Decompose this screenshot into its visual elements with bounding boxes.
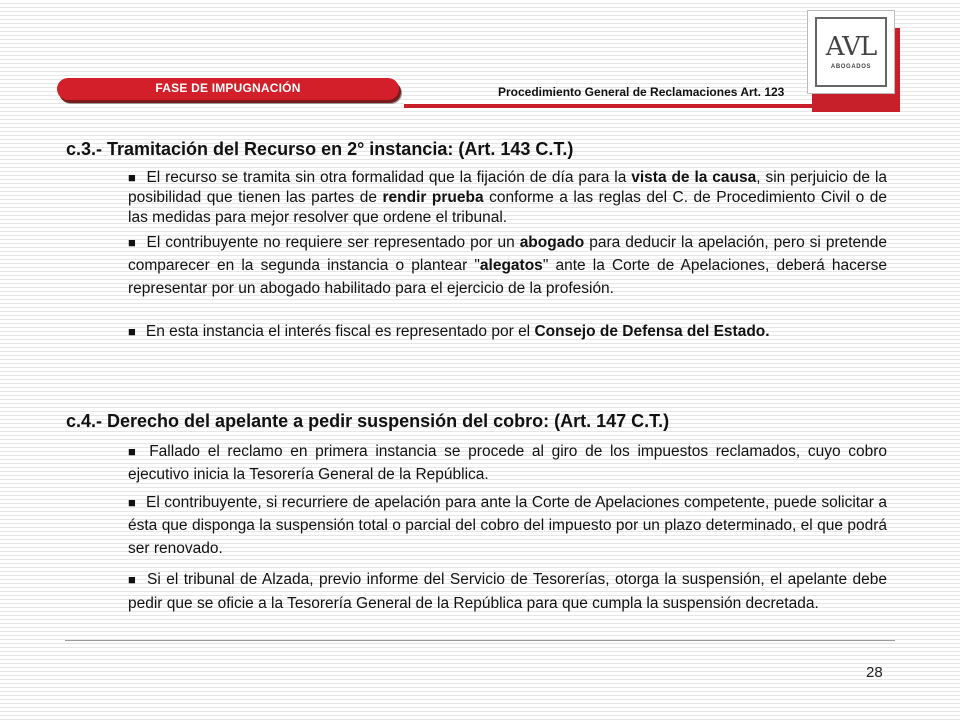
bold-term: alegatos	[479, 257, 543, 274]
paragraph-c3-2	[128, 231, 887, 300]
logo-letters: AVL	[825, 32, 877, 62]
text-run: " ante la Corte de Apelaciones, deberá hacerse representar por un abogado habilitado para el ejercicio de la profesión.	[128, 257, 887, 297]
text-run: para deducir la apelación, pero si pretende comparecer en la segunda instancia o plantear "	[128, 234, 888, 274]
logo-frame	[815, 17, 887, 87]
paragraph-c4-3	[128, 568, 887, 616]
paragraph-c3-3	[128, 320, 887, 343]
procedure-label: Procedimiento General de Reclamaciones Art. 123	[498, 85, 785, 99]
bullet-icon: ■	[128, 495, 137, 510]
text-run: , sin perjuicio de la posibilidad que tienen las partes de	[128, 169, 888, 206]
firm-logo	[807, 10, 895, 94]
bold-term: rendir prueba	[382, 189, 484, 206]
text-run: El contribuyente, si recurriere de apelación para ante la Corte de Apelaciones competente, puede solicitar a ésta que disponga la suspensión total o parcial del cobro del impuesto por un plazo determinado, el que podrá ser renovado.	[128, 494, 887, 557]
bullet-icon: ■	[128, 444, 140, 459]
text-run: El contribuyente no requiere ser representado por un	[146, 234, 520, 251]
bullet-icon: ■	[128, 572, 137, 587]
bullet-icon: ■	[128, 235, 137, 250]
footer-rule	[65, 640, 895, 641]
logo-subtitle: ABOGADOS	[830, 64, 872, 70]
bullet-icon: ■	[128, 324, 136, 339]
bold-term: vista de la causa	[631, 169, 757, 186]
bullet-icon: ■	[128, 170, 137, 185]
bold-term: abogado	[519, 234, 585, 251]
text-run: El recurso se tramita sin otra formalidad que la fijación de día para la	[146, 169, 632, 186]
text-run: Si el tribunal de Alzada, previo informe del Servicio de Tesorerías, otorga la suspensión, el apelante debe pedir que se oficie a la Tesorería General de la República para que cumpla la suspensión decretada.	[128, 571, 887, 612]
page-number: 28	[866, 664, 883, 681]
paragraph-c4-1	[128, 440, 887, 486]
phase-badge	[57, 78, 399, 100]
bold-term: Consejo de Defensa del Estado.	[534, 323, 770, 340]
paragraph-c4-2	[128, 491, 887, 560]
paragraph-c3-1	[128, 168, 887, 228]
text-run: En esta instancia el interés fiscal es representado por el	[145, 323, 535, 340]
phase-label: FASE DE IMPUGNACIÓN	[155, 81, 301, 95]
text-run: conforme a las reglas del C. de Procedimiento Civil o de las medidas para mejor resolver que ordene el tribunal.	[128, 189, 887, 226]
section-title-c3: c.3.- Tramitación del Recurso en 2° instancia: (Art. 143 C.T.)	[66, 139, 574, 159]
section-title-c4: c.4.- Derecho del apelante a pedir suspensión del cobro: (Art. 147 C.T.)	[66, 411, 670, 431]
text-run: Fallado el reclamo en primera instancia se procede al giro de los impuestos reclamados, cuyo cobro ejecutivo inicia la Tesorería General de la República.	[128, 443, 888, 483]
